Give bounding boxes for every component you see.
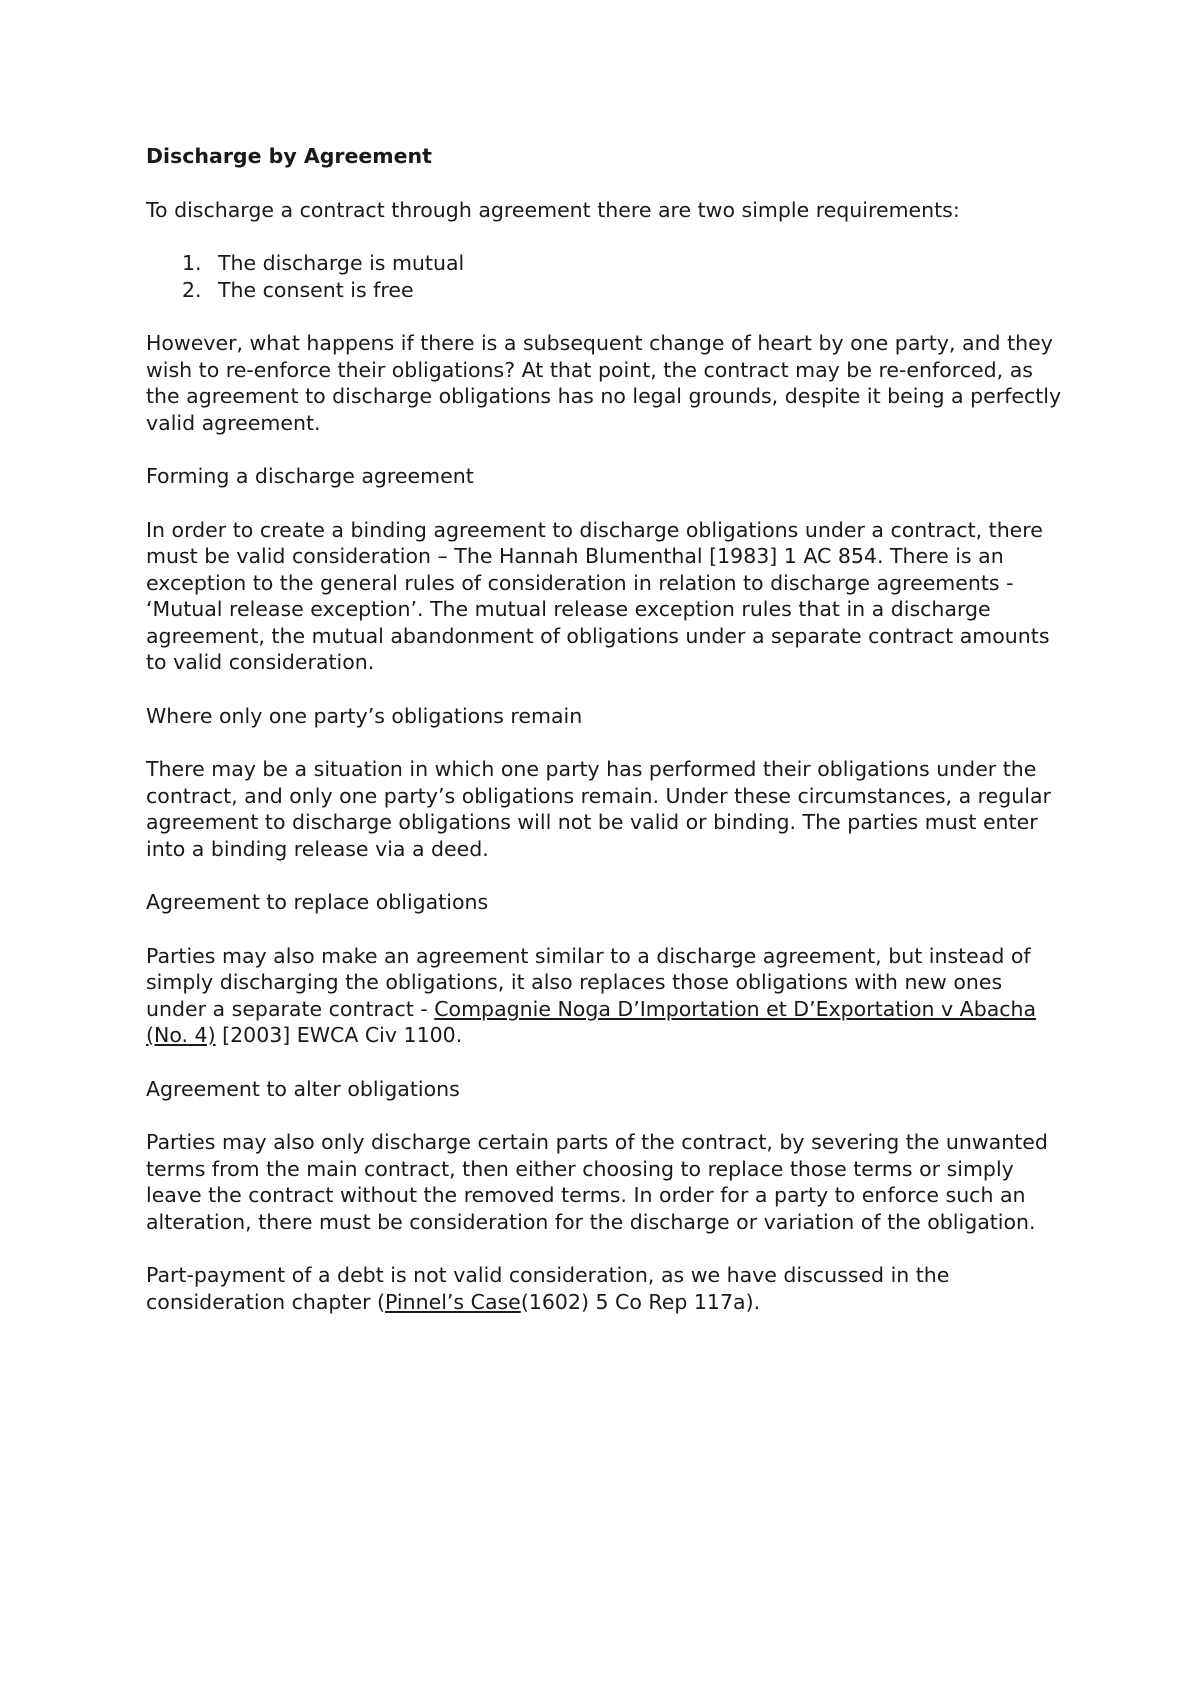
- replace-text-end: [2003] EWCA Civ 1100.: [215, 1023, 463, 1047]
- alter-paragraph: Parties may also only discharge certain parts of the contract, by severing the unwanted terms from the main contract, then either choosing to replace those terms or simply leave the contract without the removed terms. In order for a party to enforce such an alteration, there must be consideration for the discharge or variation of the obligation.: [146, 1130, 1048, 1234]
- part-payment-paragraph: [146, 1262, 1066, 1315]
- list-number: 1.: [182, 251, 202, 275]
- list-item: [146, 277, 1066, 304]
- intro-paragraph: To discharge a contract through agreement there are two simple requirements:: [146, 197, 960, 222]
- replace-paragraph: [146, 943, 1066, 1049]
- however-paragraph: However, what happens if there is a subsequent change of heart by one party, and they wish to re-enforce their obligations? At that point, the contract may be re-enforced, as the agreement to discharge obligations has no legal grounds, despite it being a perfectly valid agreement.: [146, 331, 1062, 435]
- list-item-text: The discharge is mutual: [218, 251, 465, 275]
- part-payment-text-end: (1602) 5 Co Rep 117a).: [520, 1289, 761, 1314]
- section-heading-forming: Forming a discharge agreement: [146, 464, 474, 488]
- section-heading-one-party: Where only one party’s obligations remain: [146, 703, 583, 728]
- list-number: 2.: [182, 277, 202, 302]
- document-title: Discharge by Agreement: [146, 144, 432, 168]
- case-link-pinnels-case[interactable]: Pinnel’s Case: [385, 1289, 521, 1314]
- document-page: [146, 143, 1066, 1342]
- part-payment-text-start: Part-payment of a debt is not valid consideration, as we have discussed in the consideration chapter (: [146, 1263, 950, 1314]
- forming-paragraph: In order to create a binding agreement to discharge obligations under a contract, there must be valid consideration – The Hannah Blumenthal [1983] 1 AC 854. There is an exception to the general rules of consideration in relation to discharge agreements - ‘Mutual release exception’. The mutual release exception rules that in a discharge agreement, the mutual abandonment of obligations under a separate contract amounts to valid consideration.: [146, 517, 1050, 674]
- section-heading-alter: Agreement to alter obligations: [146, 1076, 460, 1101]
- requirements-list: [146, 250, 1066, 303]
- replace-text-start: Parties may also make an agreement similar to a discharge agreement, but instead of simply discharging the obligations, it also replaces those obligations with new ones under a separate contract -: [146, 943, 1031, 1021]
- one-party-paragraph: There may be a situation in which one party has performed their obligations under the contract, and only one party’s obligations remain. Under these circumstances, a regular agreement to discharge obligations will not be valid or binding. The parties must enter into a binding release via a deed.: [146, 757, 1051, 861]
- list-item-text: The consent is free: [218, 277, 414, 302]
- section-heading-replace: Agreement to replace obligations: [146, 890, 489, 914]
- case-link-compagnie-noga[interactable]: Compagnie Noga D’Importation et D’Exportation v Abacha (No. 4): [146, 996, 1037, 1047]
- list-item: [146, 250, 1066, 277]
